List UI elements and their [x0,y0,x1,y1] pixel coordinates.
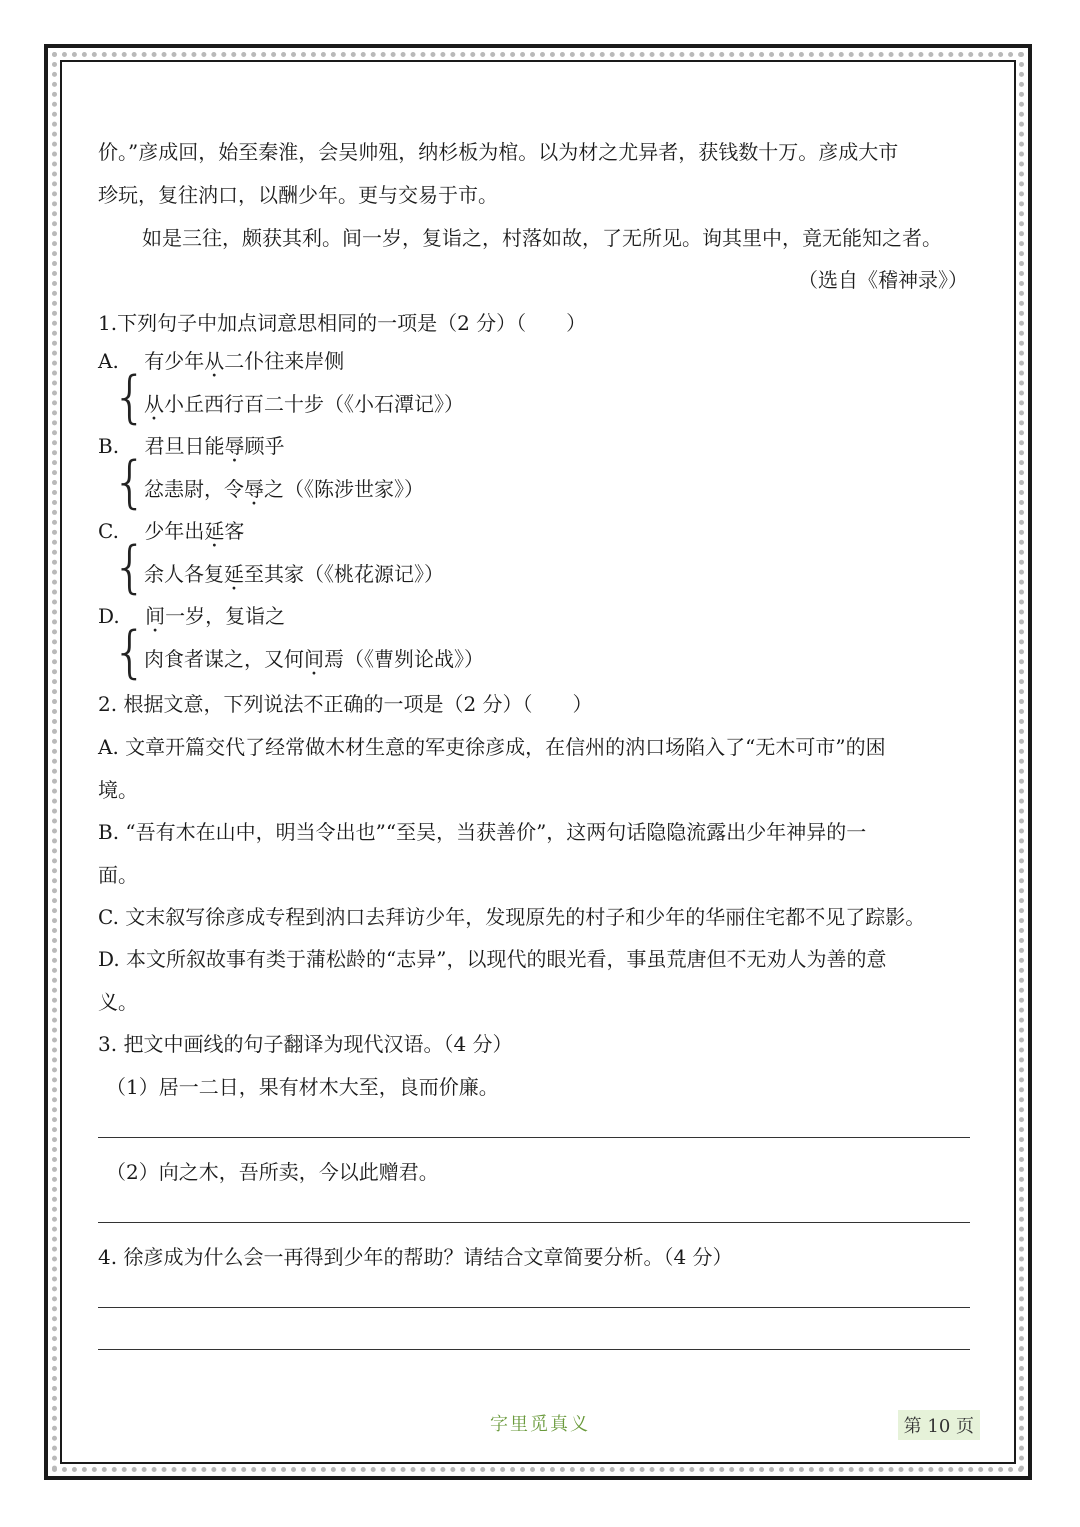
q2-stem: 2. 根据文意，下列说法不正确的一项是（2 分）（ ） [98,692,593,716]
q1-option-d-compare [144,645,484,673]
text: 顾乎 [244,434,285,458]
passage-source: （选自《稽神录》） [798,268,968,292]
dotted-word: 延 [224,562,244,586]
option-label: B. [98,434,120,458]
answer-line[interactable] [98,1222,970,1223]
q2-option-c: C. 文末叙写徐彦成专程到汭口去拜访少年，发现原先的村子和少年的华丽住宅都不见了踪影。 [98,905,926,929]
text: 少年出 [144,519,205,543]
dotted-word: 间 [304,647,324,671]
brace-icon: { [112,620,148,685]
dotted-word: 从 [144,392,164,416]
dotted-word: 间 [145,604,166,628]
q2-option-d: D. 本文所叙故事有类于蒲松龄的“志异”，以现代的眼光看，事虽荒唐但不无劝人为善的意 [98,947,887,971]
dotted-word: 从 [204,349,225,373]
option-label: D. [98,604,120,628]
passage-line-3: 如是三往，颇获其利。间一岁，复诣之，村落如故，了无所见。询其里中，竟无能知之者。 [142,226,942,250]
text: 君旦日能 [144,434,225,458]
q4-stem: 4. 徐彦成为什么会一再得到少年的帮助？请结合文章简要分析。（4 分） [98,1245,733,1269]
q2-option-b-cont: 面。 [98,863,138,887]
q3-stem: 3. 把文中画线的句子翻译为现代汉语。（4 分） [98,1032,513,1056]
dotted-word: 延 [204,519,225,543]
passage-line-2: 珍玩，复往汭口，以酬少年。更与交易于市。 [98,183,498,207]
answer-line[interactable] [98,1137,970,1138]
answer-line[interactable] [98,1349,970,1350]
dotted-word: 辱 [224,434,245,458]
answer-line[interactable] [98,1307,970,1308]
text: 客 [224,519,245,543]
q1-stem: 1.下列句子中加点词意思相同的一项是（2 分）（ ） [98,311,587,335]
footer-title: 字里觅真义 [490,1414,590,1435]
text: 余人各复 [144,562,224,586]
q3-sentence-2: （2）向之木，吾所卖，今以此赠君。 [106,1160,439,1184]
q2-option-b: B. “吾有木在山中，明当令出也”“至吴，当获善价”，这两句话隐隐流露出少年神异的一 [98,820,867,844]
q1-option-a-compare [144,390,464,418]
text: 有少年 [144,349,205,373]
brace-icon: { [112,365,148,430]
q2-option-d-cont: 义。 [98,990,138,1014]
text: 忿恚尉，令 [144,477,244,501]
q2-option-a: A. 文章开篇交代了经常做木材生意的军吏徐彦成，在信州的汭口场陷入了“无木可市”的困 [98,735,886,759]
text: 至其家（《桃花源记》） [244,562,444,586]
passage-line-1: 价。”彦成回，始至秦淮，会吴帅殂，纳杉板为棺。以为材之尤异者，获钱数十万。彦成大市 [98,140,899,164]
q2-option-a-cont: 境。 [98,778,138,802]
q1-option-c-compare [144,560,444,588]
brace-icon: { [112,535,148,600]
text: 焉（《曹刿论战》） [324,647,484,671]
text: 之（《陈涉世家》） [264,477,424,501]
text: 小丘西行百二十步（《小石潭记》） [164,392,464,416]
option-label: A. [98,349,119,373]
text: 二仆往来岸侧 [224,349,345,373]
text: 一岁，复诣之 [165,604,286,628]
q1-option-b-compare [144,475,424,503]
q3-sentence-1: （1）居一二日，果有材木大至，良而价廉。 [106,1075,499,1099]
text: 肉食者谋之，又何 [144,647,304,671]
brace-icon: { [112,450,148,515]
dotted-word: 辱 [244,477,264,501]
page-number: 第 10 页 [898,1410,980,1440]
option-label: C. [98,519,119,543]
